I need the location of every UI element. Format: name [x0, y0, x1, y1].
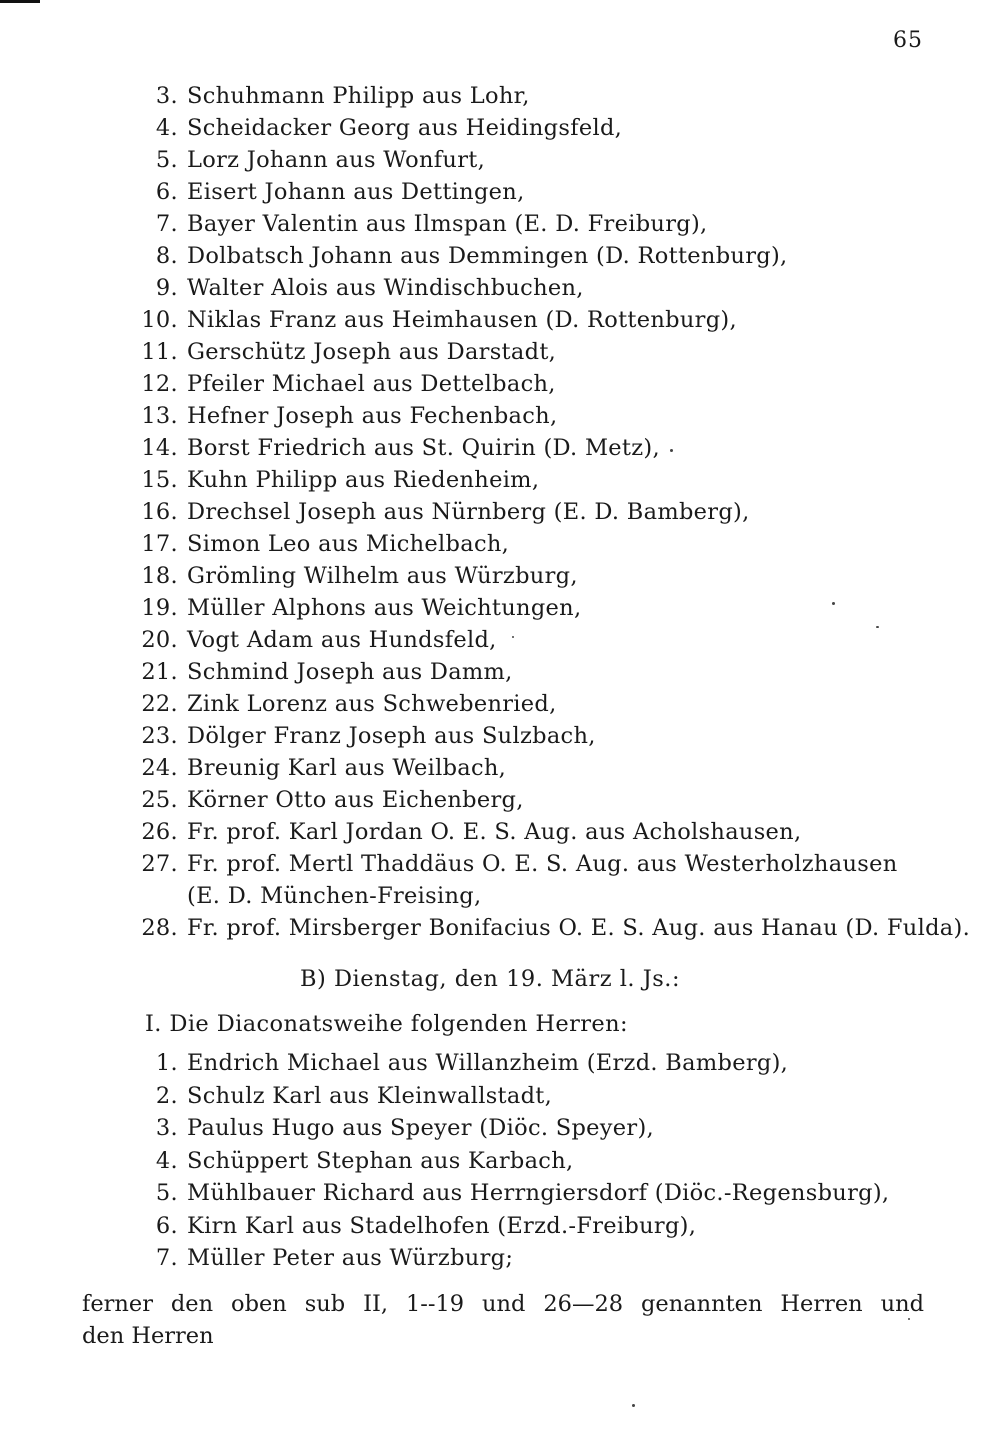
- list-item-number: 25.: [141, 787, 178, 813]
- list-item-number: 5.: [155, 1180, 178, 1206]
- list-item-text: Schmind Joseph aus Damm,: [187, 659, 513, 685]
- scan-speck: [908, 1318, 910, 1320]
- list-item-text: Scheidacker Georg aus Heidingsfeld,: [187, 115, 623, 141]
- list-item-number: 11.: [141, 339, 178, 365]
- list-item-text: (E. D. München-Freising,: [187, 883, 482, 909]
- list-item-text: Kirn Karl aus Stadelhofen (Erzd.-Freiburg),: [187, 1212, 697, 1239]
- list-item-text: Breunig Karl aus Weilbach,: [187, 755, 507, 781]
- list-item-text: Müller Alphons aus Weichtungen,: [187, 595, 582, 621]
- list-item-text: Schulz Karl aus Kleinwallstadt,: [187, 1082, 553, 1109]
- list-item-number: 26.: [141, 819, 178, 845]
- list-item-number: 18.: [141, 563, 178, 589]
- list-item-text: Borst Friedrich aus St. Quirin (D. Metz),: [187, 435, 660, 461]
- list-item-number: 27.: [141, 851, 178, 877]
- closing-paragraph-line-2: den Herren: [82, 1323, 214, 1349]
- scan-speck: [832, 602, 835, 605]
- list-item-text: Simon Leo aus Michelbach,: [187, 531, 510, 557]
- list-item-text: Vogt Adam aus Hundsfeld,: [187, 627, 497, 653]
- list-item-number: 4.: [155, 115, 178, 141]
- list-item-number: 7.: [155, 211, 178, 237]
- list-item-text: Zink Lorenz aus Schwebenried,: [187, 691, 557, 717]
- list-item-number: 24.: [141, 755, 178, 781]
- list-item-text: Grömling Wilhelm aus Würzburg,: [187, 563, 578, 589]
- list-item-text: Hefner Joseph aus Fechenbach,: [187, 403, 558, 429]
- list-item-number: 4.: [155, 1147, 178, 1174]
- scan-speck: [876, 626, 879, 628]
- list-item-number: 17.: [141, 531, 178, 557]
- list-item-number: 20.: [141, 627, 178, 653]
- section-b-heading: B) Dienstag, den 19. März l. Js.:: [300, 966, 681, 992]
- list-item-number: 12.: [141, 371, 178, 397]
- list-item-number: 6.: [155, 1212, 178, 1239]
- scan-edge-mark: [0, 0, 40, 3]
- list-item-text: Pfeiler Michael aus Dettelbach,: [187, 371, 556, 397]
- list-item-text: Dolbatsch Johann aus Demmingen (D. Rottenburg),: [187, 243, 788, 269]
- list-item-text: Eisert Johann aus Dettingen,: [187, 179, 525, 205]
- list-item-number: 13.: [141, 403, 178, 429]
- scan-speck: [512, 636, 514, 638]
- list-item-text: Endrich Michael aus Willanzheim (Erzd. Bamberg),: [187, 1050, 789, 1076]
- list-item-number: 8.: [155, 243, 178, 269]
- list-item-number: 23.: [141, 723, 178, 749]
- list-item-text: Schüppert Stephan aus Karbach,: [187, 1147, 574, 1174]
- list-item-text: Schuhmann Philipp aus Lohr,: [187, 83, 530, 109]
- scan-speck: [670, 449, 673, 452]
- list-item-text: Niklas Franz aus Heimhausen (D. Rottenburg),: [187, 307, 737, 333]
- list-item-number: 21.: [141, 659, 178, 685]
- list-item-number: 1.: [155, 1050, 178, 1076]
- list-item-number: 22.: [141, 691, 178, 717]
- list-item-text: Müller Peter aus Würzburg;: [187, 1245, 514, 1271]
- list-item-number: 14.: [141, 435, 178, 461]
- list-item-text: Walter Alois aus Windischbuchen,: [187, 275, 584, 301]
- list-item-number: 5.: [155, 147, 178, 173]
- list-item-text: Kuhn Philipp aus Riedenheim,: [187, 467, 540, 493]
- list-item-number: 16.: [141, 499, 178, 525]
- list-item-number: 3.: [155, 83, 178, 109]
- section-i-heading: I. Die Diaconatsweihe folgenden Herren:: [145, 1011, 628, 1037]
- list-item-number: 3.: [155, 1115, 178, 1141]
- list-item-number: 6.: [155, 179, 178, 205]
- list-item-number: 7.: [155, 1245, 178, 1271]
- list-item-number: 2.: [155, 1082, 178, 1109]
- list-item-number: 19.: [141, 595, 178, 621]
- list-item-text: Gerschütz Joseph aus Darstadt,: [187, 339, 557, 365]
- list-item-text: Körner Otto aus Eichenberg,: [187, 787, 524, 813]
- list-item-number: 10.: [141, 307, 178, 333]
- list-item-text: Fr. prof. Mirsberger Bonifacius O. E. S. Aug. aus Hanau (D. Fulda).: [187, 915, 971, 941]
- list-item-number: 9.: [155, 275, 178, 301]
- list-item-text: Bayer Valentin aus Ilmspan (E. D. Freiburg),: [187, 211, 708, 237]
- list-item-text: Dölger Franz Joseph aus Sulzbach,: [187, 723, 596, 749]
- list-item-text: Drechsel Joseph aus Nürnberg (E. D. Bamberg),: [187, 499, 750, 525]
- list-item-text: Lorz Johann aus Wonfurt,: [187, 147, 486, 173]
- list-item-number: 15.: [141, 467, 178, 493]
- list-item-text: Paulus Hugo aus Speyer (Diöc. Speyer),: [187, 1115, 655, 1141]
- scan-speck: [632, 1404, 635, 1407]
- list-item-text: Mühlbauer Richard aus Herrngiersdorf (Diöc.-Regensburg),: [187, 1180, 890, 1206]
- list-item-number: 28.: [141, 915, 178, 941]
- list-item-text: Fr. prof. Mertl Thaddäus O. E. S. Aug. aus Westerholzhausen: [187, 851, 898, 877]
- list-item-text: Fr. prof. Karl Jordan O. E. S. Aug. aus Acholshausen,: [187, 819, 802, 845]
- page-number: 65: [893, 28, 923, 53]
- closing-paragraph-line-1: ferner den oben sub II, 1--19 und 26—28 genannten Herren und: [82, 1291, 924, 1317]
